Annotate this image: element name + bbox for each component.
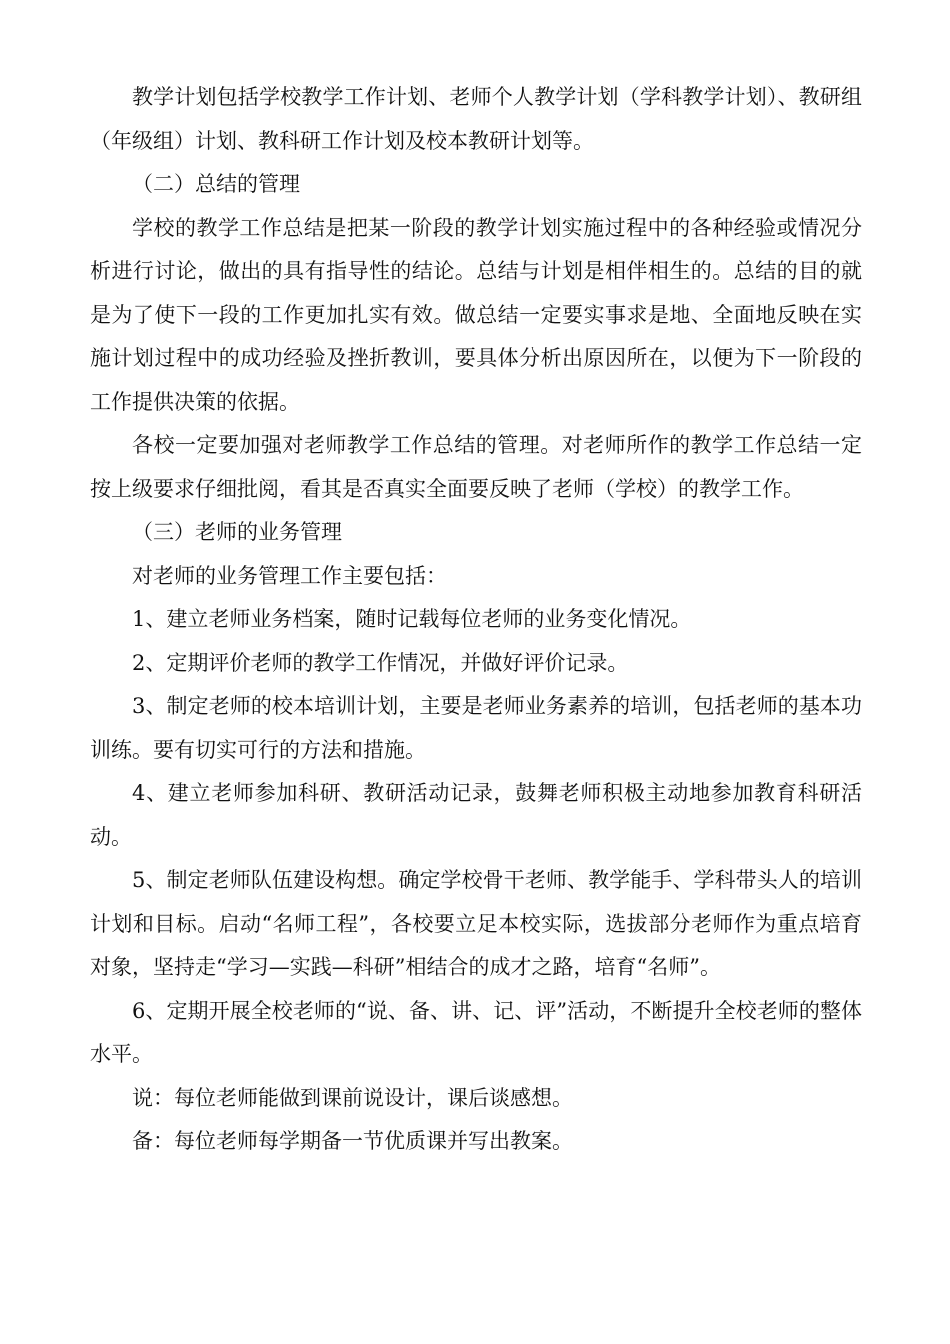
list-item-1: 1、建立老师业务档案，随时记载每位老师的业务变化情况。 (132, 607, 692, 631)
paragraph-plan-contents: 教学计划包括学校教学工作计划、老师个人教学计划（学科教学计划）、教研组（年级组）计划、教科研工作计划及校本教研计划等。 (90, 85, 862, 153)
list-item-6: 6、定期开展全校老师的“说、备、讲、记、评”活动，不断提升全校老师的整体水平。 (90, 998, 862, 1066)
paragraph-business-intro: 对老师的业务管理工作主要包括： (132, 563, 447, 588)
list-item-4: 4、建立老师参加科研、教研活动记录，鼓舞老师积极主动地参加教育科研活动。 (90, 781, 862, 849)
list-item-3: 3、制定老师的校本培训计划，主要是老师业务素养的培训，包括老师的基本功训练。要有切实可行的方法和措施。 (90, 694, 862, 762)
list-item-5: 5、制定老师队伍建设构想。确定学校骨干老师、教学能手、学科带头人的培训计划和目标。启动“名师工程”，各校要立足本校实际，选拔部分老师作为重点培育对象，坚持走“学习—实践—科研”相结合的成才之路，培育“名师”。 (90, 868, 862, 979)
paragraph-bei: 备：每位老师每学期备一节优质课并写出教案。 (132, 1129, 573, 1153)
paragraph-shuo: 说：每位老师能做到课前说设计，课后谈感想。 (132, 1085, 573, 1110)
heading-teacher-business-management: （三）老师的业务管理 (132, 520, 342, 544)
paragraph-summary-definition: 学校的教学工作总结是把某一阶段的教学计划实施过程中的各种经验或情况分析进行讨论，做出的具有指导性的结论。总结与计划是相伴相生的。总结的目的就是为了使下一段的工作更加扎实有效。做总结一定要实事求是地、全面地反映在实施计划过程中的成功经验及挫折教训，要具体分析出原因所在，以便为下一阶段的工作提供决策的依据。 (90, 215, 862, 414)
paragraph-summary-strengthen: 各校一定要加强对老师教学工作总结的管理。对老师所作的教学工作总结一定按上级要求仔细批阅，看其是否真实全面要反映了老师（学校）的教学工作。 (90, 433, 862, 501)
heading-summary-management: （二）总结的管理 (132, 172, 300, 196)
list-item-2: 2、定期评价老师的教学工作情况，并做好评价记录。 (132, 650, 629, 675)
document-page (90, 76, 862, 1164)
